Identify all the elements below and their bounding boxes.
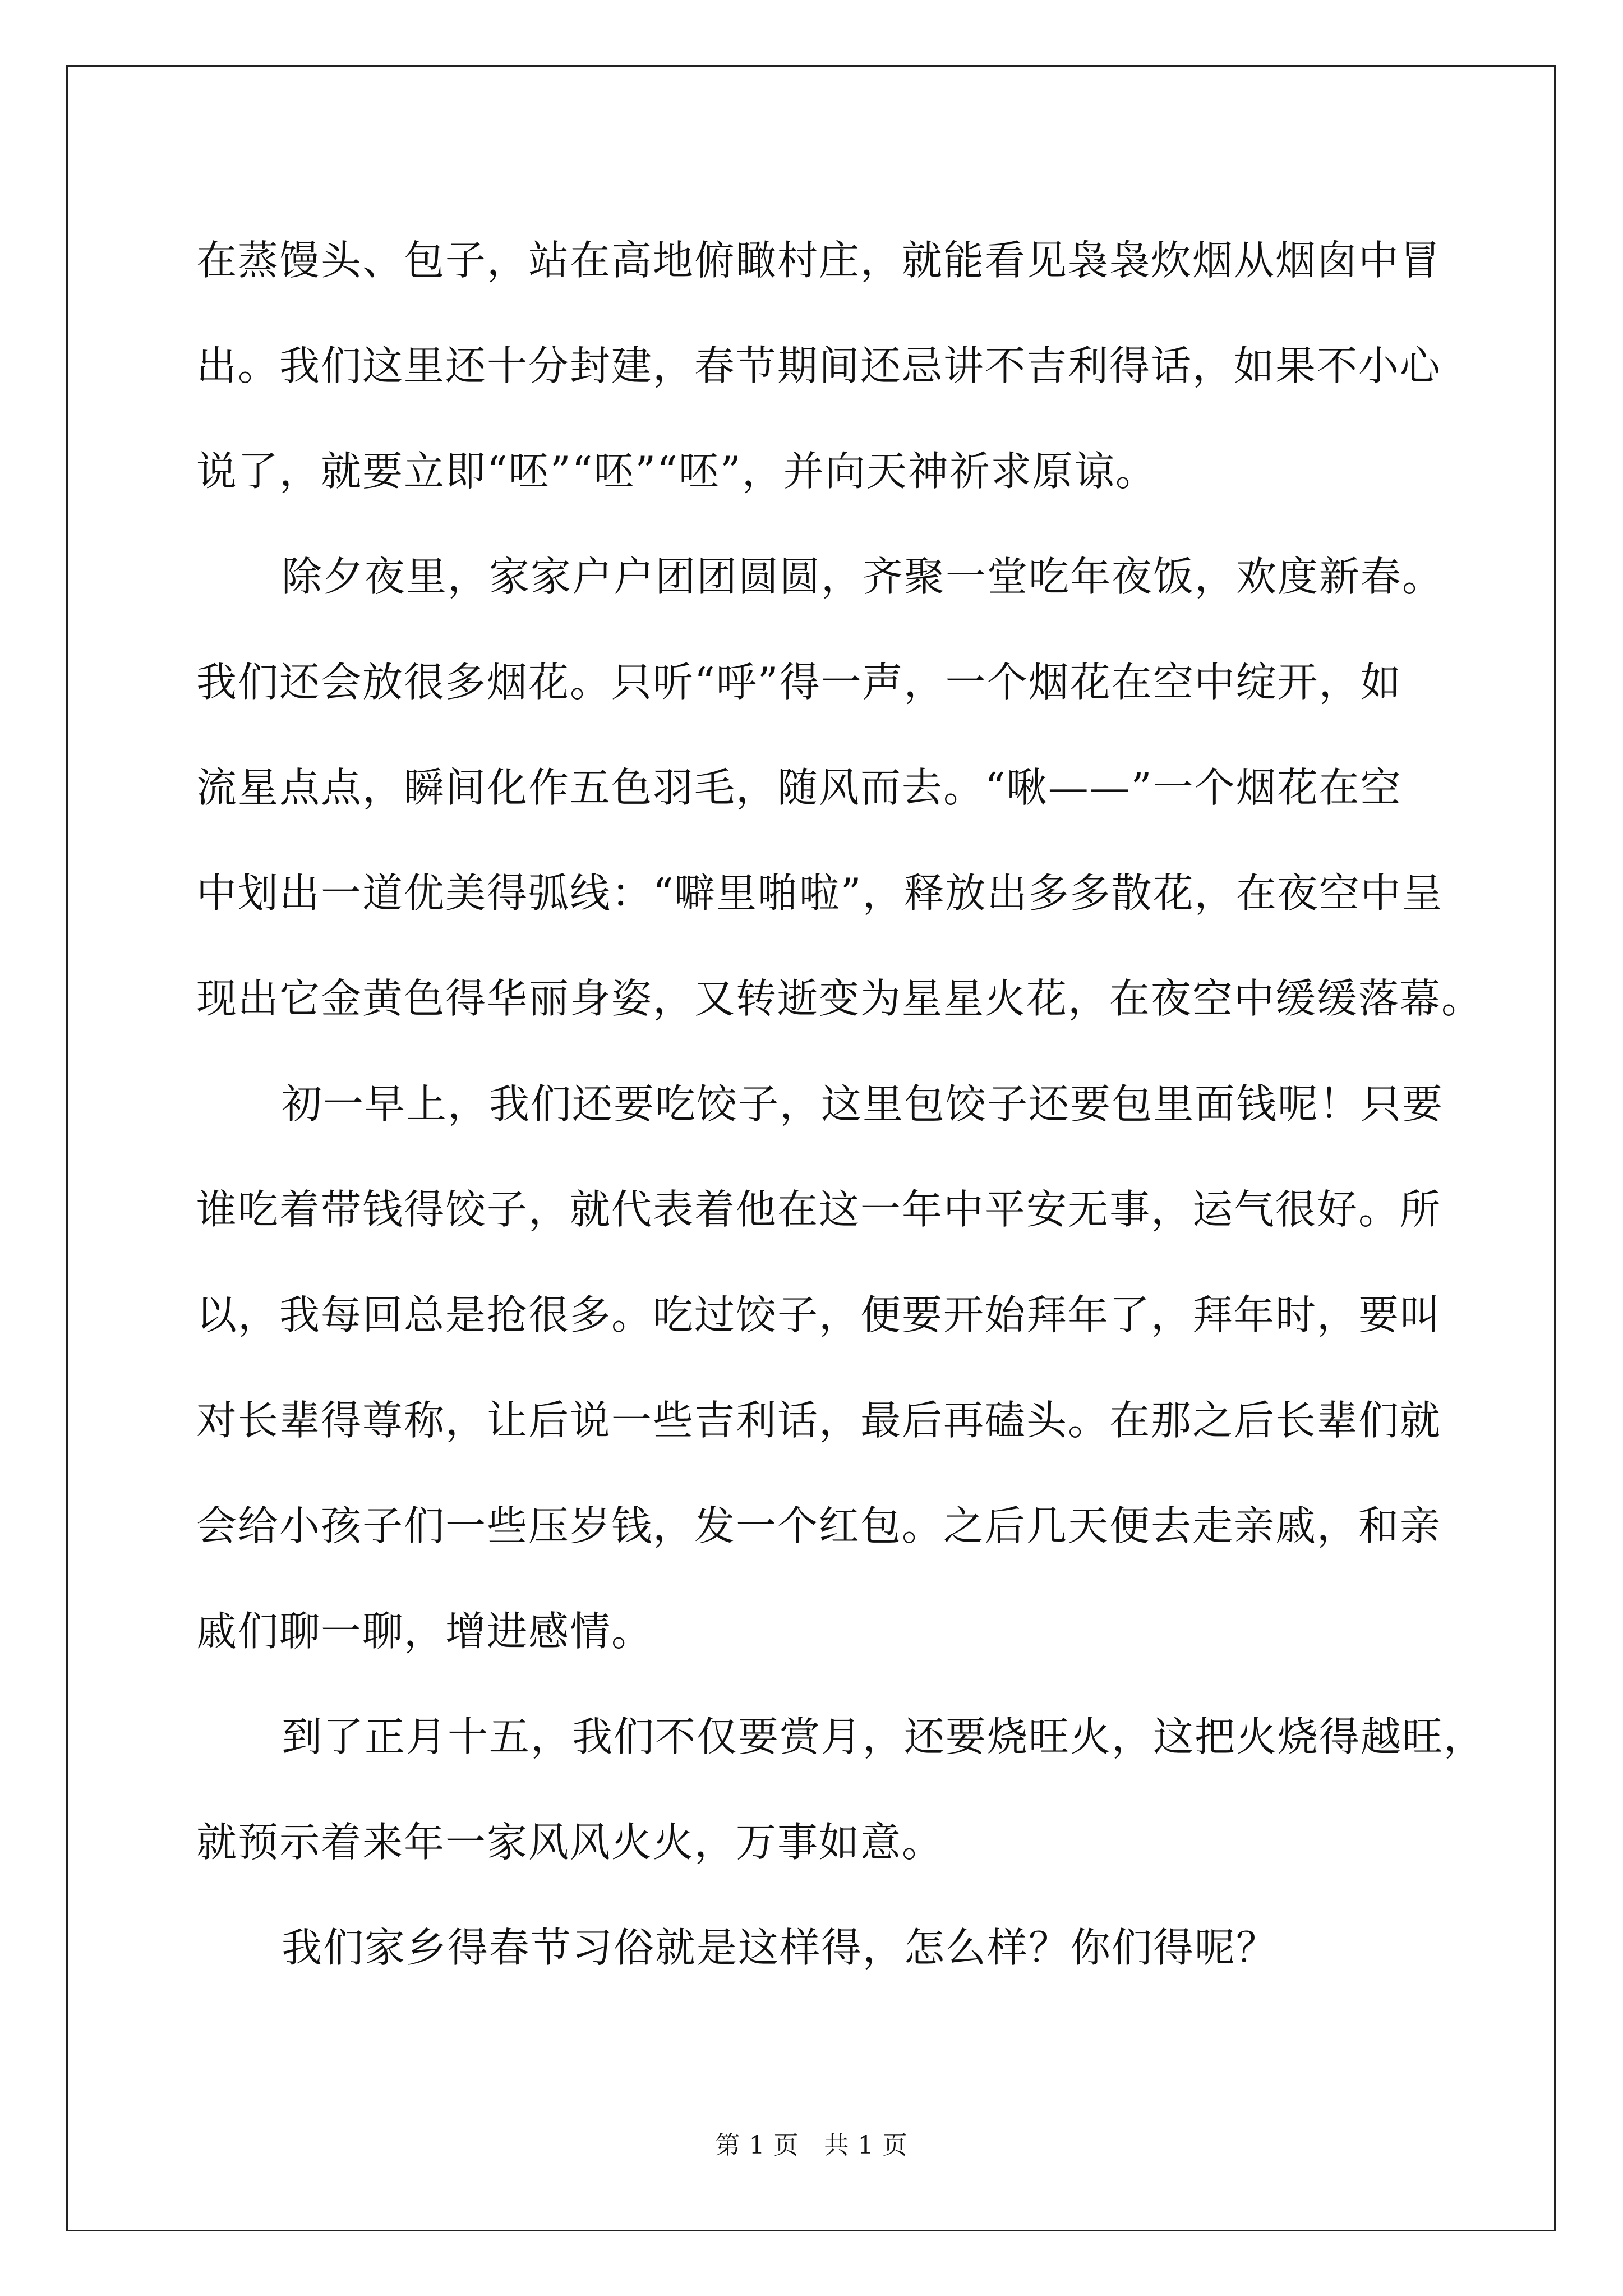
text-line: 谁吃着带钱得饺子，就代表着他在这一年中平安无事，运气很好。所 (196, 1186, 1442, 1233)
text-line: 说了，就要立即“呸”“呸”“呸”，并向天神祈求原谅。 (196, 448, 1157, 495)
text-line: 中划出一道优美得弧线：“噼里啪啦”，释放出多多散花，在夜空中呈 (196, 869, 1444, 917)
paragraph-start-line: 除夕夜里，家家户户团团圆圆，齐聚一堂吃年夜饭，欢度新春。 (282, 553, 1444, 600)
text-line: 在蒸馒头、包子，站在高地俯瞰村庄，就能看见袅袅炊烟从烟囱中冒 (196, 237, 1442, 284)
text-line: 戚们聊一聊，增进感情。 (196, 1608, 653, 1655)
text-line: 以，我每回总是抢很多。吃过饺子，便要开始拜年了，拜年时，要叫 (196, 1291, 1442, 1338)
document-body (196, 208, 1486, 2000)
paragraph-start-line: 我们家乡得春节习俗就是这样得，怎么样？你们得呢？ (282, 1924, 1278, 1971)
paragraph-start-line: 初一早上，我们还要吃饺子，这里包饺子还要包里面钱呢！只要 (282, 1080, 1444, 1128)
paragraph-start-line: 到了正月十五，我们不仅要赏月，还要烧旺火，这把火烧得越旺， (282, 1713, 1486, 1760)
text-line: 出。我们这里还十分封建，春节期间还忌讲不吉利得话，如果不小心 (196, 342, 1442, 389)
text-line: 就预示着来年一家风风火火，万事如意。 (196, 1819, 944, 1866)
text-line: 对长辈得尊称，让后说一些吉利话，最后再磕头。在那之后长辈们就 (196, 1397, 1442, 1444)
text-line: 我们还会放很多烟花。只听“呼”得一声，一个烟花在空中绽开，如 (196, 659, 1402, 706)
page-footer: 第 1 页 共 1 页 (715, 2131, 908, 2160)
text-line: 会给小孩子们一些压岁钱，发一个红包。之后几天便去走亲戚，和亲 (196, 1502, 1442, 1549)
text-line: 流星点点，瞬间化作五色羽毛，随风而去。“啾——”一个烟花在空 (196, 764, 1402, 811)
text-line: 现出它金黄色得华丽身姿，又转逝变为星星火花，在夜空中缓缓落幕。 (196, 975, 1483, 1022)
